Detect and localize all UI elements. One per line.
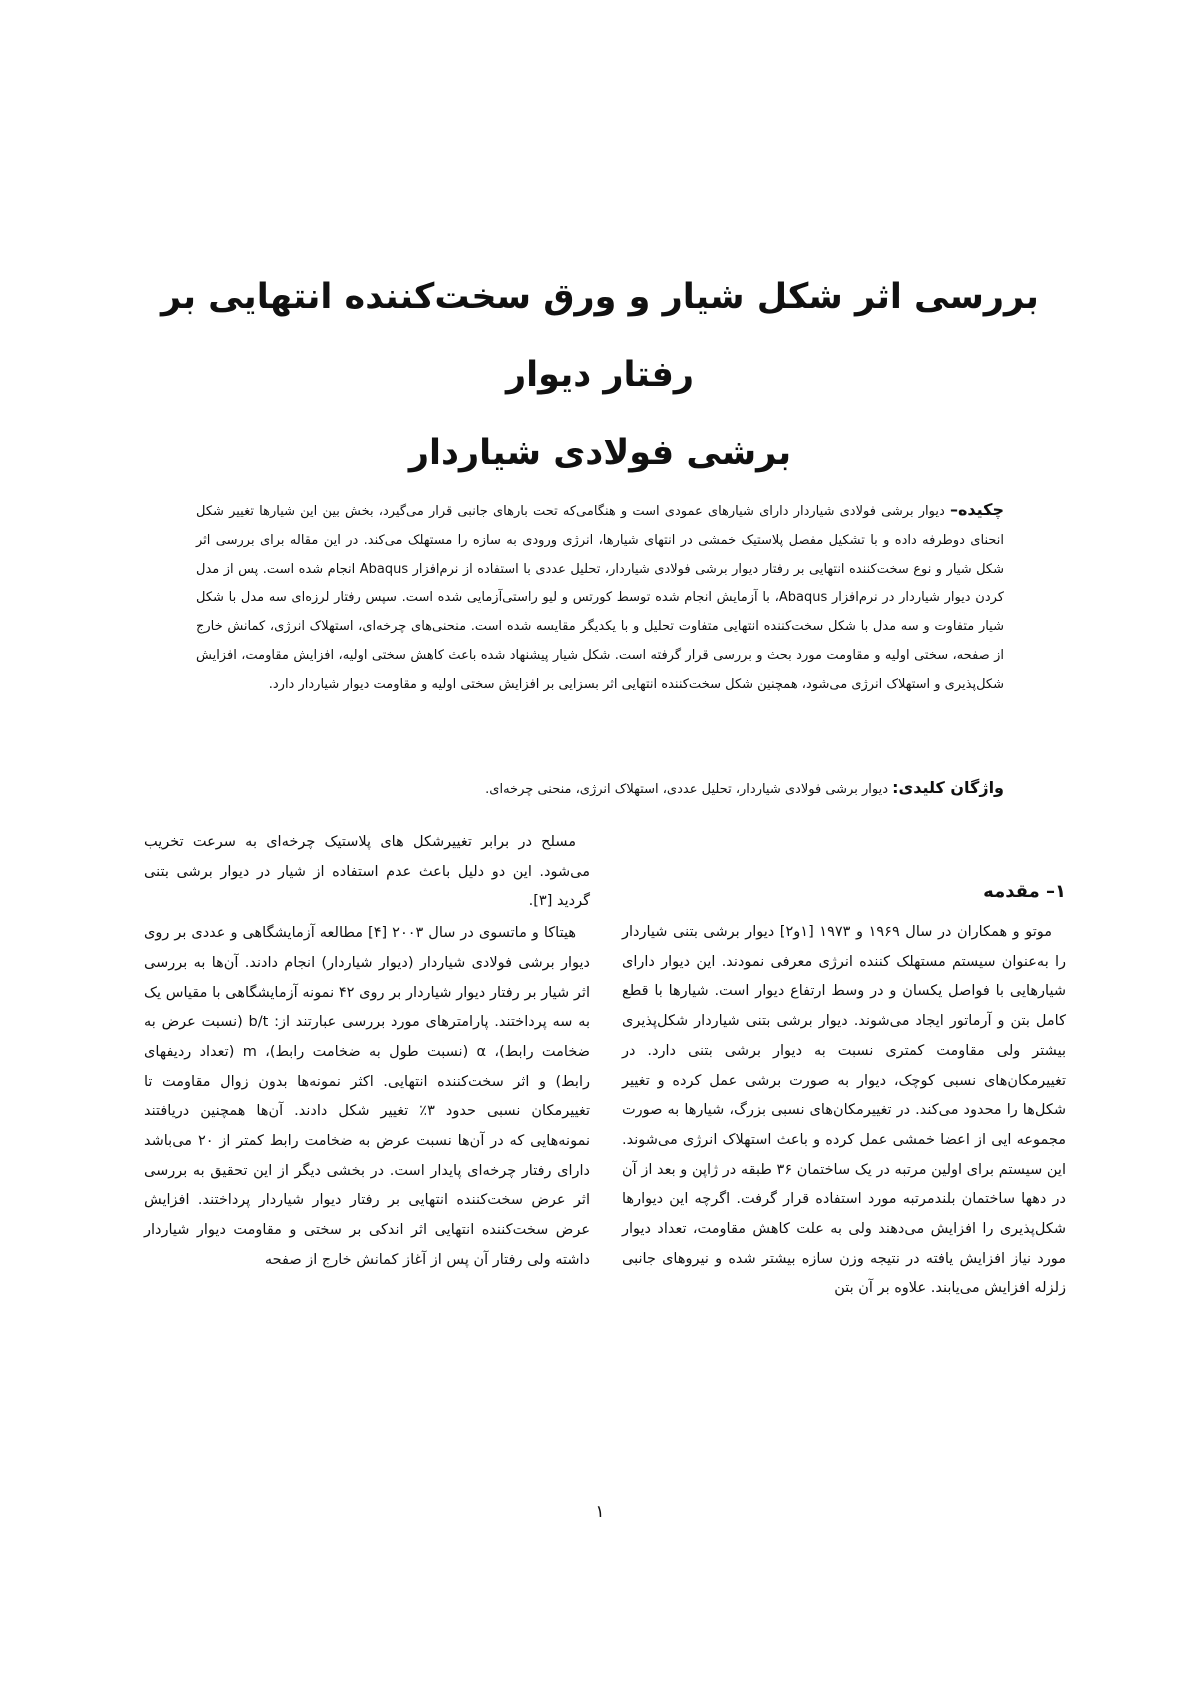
title-line-2: برشی فولادی شیاردار: [408, 433, 792, 473]
keywords: [196, 774, 1004, 804]
abstract-label: چکیده–: [949, 500, 1004, 519]
abstract-text: دیوار برشی فولادی شیاردار دارای شیارهای عمودی است و هنگامی‌که تحت بارهای جانبی قرار می‌گیرد، بخش بین این شیارها تغییر شکل انحنای دوطرفه داده و با تشکیل مفصل پلاستیک خمشی در انتهای شیارها، انرژی ورودی به سازه را مستهلک می‌کند. در این مقاله برای بررسی اثر شکل شیار و نوع سخت‌کننده انتهایی بر رفتار دیوار برشی فولادی شیاردار، تحلیل عددی با استفاده از نرم‌افزار Abaqus انجام شده است. پس از مدل کردن دیوار شیاردار در نرم‌افزار Abaqus، با آزمایش انجام شده توسط کورتس و لیو راستی‌آزمایی شده است. سپس رفتار لرزه‌ای سه مدل با شکل شیار متفاوت و سه مدل با شکل سخت‌کننده انتهایی متفاوت تحلیل و با یکدیگر مقایسه شده است. منحنی‌های چرخه‌ای، استهلاک انرژی، کمانش خارج از صفحه، سختی اولیه و مقاومت مورد بحث و بررسی قرار گرفته است. شکل شیار پیشنهاد شده باعث کاهش سختی اولیه، افزایش مقاومت، افزایش شکل‌پذیری و استهلاک انرژی می‌شود، همچنین شکل سخت‌کننده انتهایی اثر بسزایی بر افزایش سختی اولیه و مقاومت دیوار شیاردار دارد.: [196, 504, 1005, 692]
title-line-1: بررسی اثر شکل شیار و ورق سخت‌کننده انتهایی بر رفتار دیوار: [161, 277, 1039, 395]
keywords-text: دیوار برشی فولادی شیاردار، تحلیل عددی، استهلاک انرژی، منحنی چرخه‌ای.: [485, 782, 888, 797]
body-paragraph: مسلح در برابر تغییرشکل های پلاستیک چرخه‌ای به سرعت تخریب می‌شود. این دو دلیل باعث عدم استفاده از شیار در دیوار برشی بتنی گردید [۳].: [144, 834, 590, 910]
keywords-label: واژگان کلیدی:: [892, 778, 1004, 797]
abstract: [196, 496, 1004, 700]
section-heading-introduction: ۱– مقدمه: [983, 881, 1066, 902]
paper-title: [140, 258, 1060, 492]
page-number: ۱: [595, 1502, 605, 1522]
left-column: [144, 828, 590, 1276]
body-paragraph: موتو و همکاران در سال ۱۹۶۹ و ۱۹۷۳ [۱و۲] دیوار برشی بتنی شیاردار را به‌عنوان سیستم مستهلک کننده انرژی معرفی نمودند. این دیوار دارای شیارهایی با فواصل یکسان و در وسط ارتفاع دیوار است. شیارها با قطع کامل بتن و آرماتور ایجاد می‌شوند. دیوار برشی بتنی شیاردار شکل‌پذیری بیشتر ولی مقاومت کمتری نسبت به دیوار برشی بتنی دارد. در تغییرمکان‌های نسبی کوچک، دیوار به صورت برشی عمل کرده و تغییر شکل‌ها را محدود می‌کند. در تغییرمکان‌های نسبی بزرگ، شیارها به صورت مجموعه ایی از اعضا خمشی عمل کرده و باعث استهلاک انرژی می‌شوند. این سیستم برای اولین مرتبه در یک ساختمان ۳۶ طبقه در ژاپن و بعد از آن در دهها ساختمان بلندمرتبه مورد استفاده قرار گرفت. اگرچه این دیوارها شکل‌پذیری را افزایش می‌دهند ولی به علت کاهش مقاومت، تعداد دیوار مورد نیاز افزایش یافته در نتیجه وزن سازه بیشتر شده و نیروهای جانبی زلزله افزایش می‌یابند. علاوه بر آن بتن: [622, 924, 1066, 1297]
right-column: [622, 878, 1066, 1304]
body-paragraph: هیتاکا و ماتسوی در سال ۲۰۰۳ [۴] مطالعه آزمایشگاهی و عددی بر روی دیوار برشی فولادی شیاردار (دیوار شیاردار) انجام دادند. آن‌ها به بررسی اثر شیار بر رفتار دیوار شیاردار بر روی ۴۲ نمونه آزمایشگاهی با مقیاس یک به سه پرداختند. پارامترهای مورد بررسی عبارتند از: b/t (نسبت عرض به ضخامت رابط)، α (نسبت طول به ضخامت رابط)، m (تعداد ردیفهای رابط) و اثر سخت‌کننده انتهایی. اکثر نمونه‌ها بدون زوال مقاومت تا تغییرمکان نسبی حدود ۳٪ تغییر شکل دادند. آن‌ها همچنین دریافتند نمونه‌هایی که در آن‌ها نسبت عرض به ضخامت رابط کمتر از ۲۰ می‌باشد دارای رفتار چرخه‌ای پایدار است. در بخشی دیگر از این تحقیق به بررسی اثر عرض سخت‌کننده انتهایی بر رفتار دیوار شیاردار پرداختند. افزایش عرض سخت‌کننده انتهایی اثر اندکی بر سختی و مقاومت دیوار شیاردار داشته ولی رفتار آن پس از آغاز کمانش خارج از صفحه: [144, 925, 591, 1268]
